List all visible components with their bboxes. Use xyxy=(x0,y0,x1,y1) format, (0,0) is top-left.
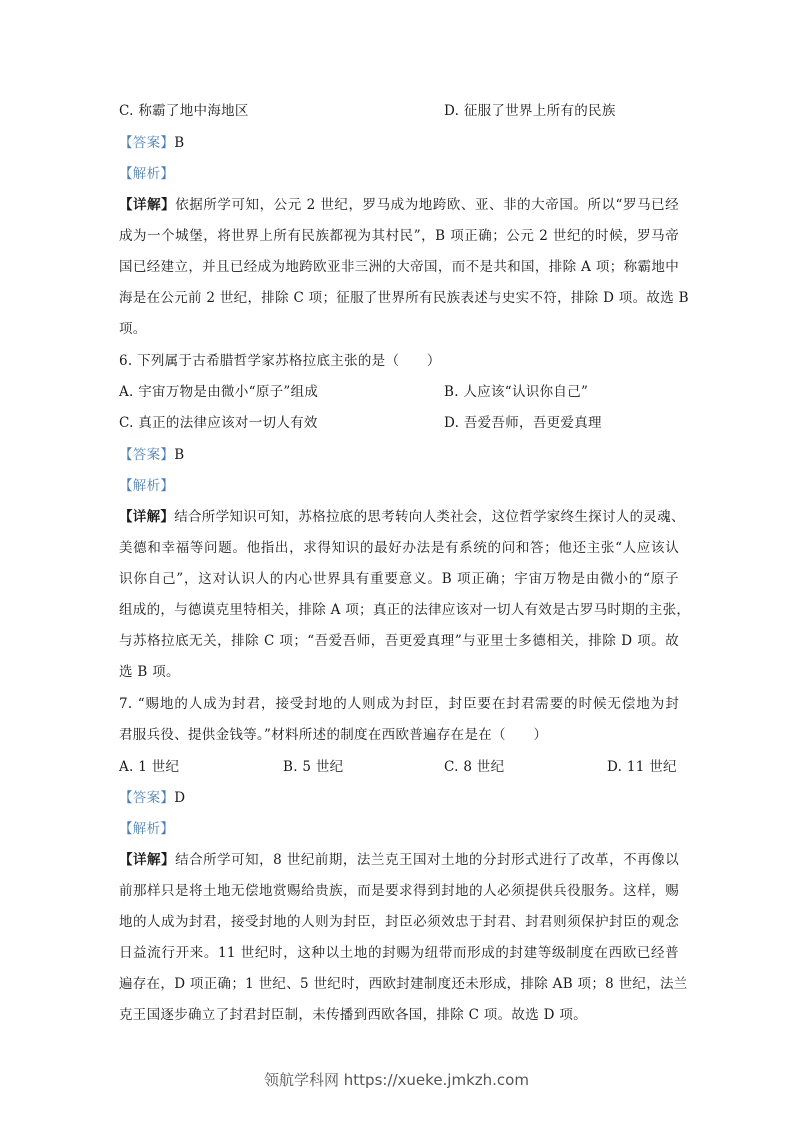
answer-label: 【答案】 xyxy=(119,135,175,151)
q6-option-c: C. 真正的法律应该对一切人有效 xyxy=(119,415,318,431)
q5-detail-line-4: 海是在公元前 2 世纪，排除 C 项；征服了世界所有民族表述与史实不符，排除 D 项。故选 B xyxy=(119,290,689,306)
footer-watermark: 领航学科网 https://xueke.jmkzh.com xyxy=(264,1071,529,1089)
q7-analysis-label xyxy=(119,820,679,838)
q5-detail-line-3: 国已经建立，并且已经成为地跨欧亚非三洲的大帝国，而不是共和国，排除 A 项；称霸地中 xyxy=(119,259,679,275)
q6-option-a: A. 宇宙万物是由微小“原子”组成 xyxy=(119,384,319,400)
answer-value: B xyxy=(174,447,185,463)
answer-value: B xyxy=(174,135,185,151)
q5-analysis-label xyxy=(119,165,679,183)
answer-label: 【答案】 xyxy=(119,447,175,463)
q7-option-b: B. 5 世纪 xyxy=(283,759,344,775)
q6-detail-line-3: 识你自己”，这对认识人的内心世界具有重要意义。B 项正确；宇宙万物是由微小的“原子 xyxy=(119,571,679,587)
q7-detail-line-5: 遍存在，D 项正确；1 世纪、5 世纪时，西欧封建制度还未形成，排除 AB 项；8 世纪，法兰 xyxy=(119,976,688,992)
analysis-label: 【解析】 xyxy=(119,166,175,182)
q6-detail-line-5: 与苏格拉底无关，排除 C 项；“吾爱吾师，吾更爱真理”与亚里士多德相关，排除 D 项。故 xyxy=(119,633,679,649)
q7-option-c: C. 8 世纪 xyxy=(444,759,505,775)
q6-answer xyxy=(119,446,679,464)
detail-text: 结合所学知识可知，苏格拉底的思考转向人类社会，这位哲学家终生探讨人的灵魂、 xyxy=(174,509,685,525)
analysis-label: 【解析】 xyxy=(119,478,175,494)
detail-text: 依据所学可知，公元 2 世纪，罗马成为地跨欧、亚、非的大帝国。所以“罗马已经 xyxy=(175,197,679,213)
q7-option-d: D. 11 世纪 xyxy=(607,759,677,775)
q5-detail-line-5: 项。 xyxy=(119,321,147,337)
q7-detail-line-3: 地的人成为封君，接受封地的人则为封臣，封臣必须效忠于封君、封君则须保护封臣的观念 xyxy=(119,914,679,930)
q5-option-c: C. 称霸了地中海地区 xyxy=(119,103,249,119)
q6-detail-line-2: 美德和幸福等问题。他指出，求得知识的最好办法是有系统的问和答；他还主张“人应该认 xyxy=(119,540,679,556)
detail-text: 结合所学可知，8 世纪前期，法兰克王国对土地的分封形式进行了改革，不再像以 xyxy=(175,852,680,868)
q6-stem: 6. 下列属于古希腊哲学家苏格拉底主张的是（ ） xyxy=(119,353,441,369)
q7-stem-line-1: 7. “赐地的人成为封君，接受封地的人则成为封臣，封臣要在封君需要的时候无偿地为封 xyxy=(119,696,679,712)
answer-label: 【答案】 xyxy=(119,790,175,806)
detail-label: 【详解】 xyxy=(119,197,176,213)
q6-option-d: D. 吾爱吾师，吾更爱真理 xyxy=(444,415,602,431)
q6-option-b: B. 人应该“认识你自己” xyxy=(444,384,589,400)
q5-detail-line-1 xyxy=(119,196,679,214)
analysis-label: 【解析】 xyxy=(119,821,175,837)
q7-stem-line-2: 君服兵役、提供金钱等。”材料所述的制度在西欧普遍存在是在（ ） xyxy=(119,727,548,743)
q6-detail-line-4: 组成的，与德谟克里特相关，排除 A 项；真正的法律应该对一切人有效是古罗马时期的主张， xyxy=(119,602,691,618)
q6-analysis-label xyxy=(119,477,679,495)
q5-answer xyxy=(119,134,679,152)
answer-value: D xyxy=(174,790,186,806)
q7-detail-line-2: 前那样只是将土地无偿地赏赐给贵族，而是要求得到封地的人必须提供兵役服务。这样，赐 xyxy=(119,883,679,899)
q7-option-a: A. 1 世纪 xyxy=(119,759,180,775)
q5-detail-line-2: 成为一个城堡，将世界上所有民族都视为其村民”，B 项正确；公元 2 世纪的时候，罗马帝 xyxy=(119,228,679,244)
q6-detail-line-6: 选 B 项。 xyxy=(119,664,180,680)
q7-detail-line-6: 克王国逐步确立了封君封臣制，未传播到西欧各国，排除 C 项。故选 D 项。 xyxy=(119,1007,587,1023)
q7-detail-line-4: 日益流行开来。11 世纪时，这种以土地的封赐为纽带而形成的封建等级制度在西欧已经普 xyxy=(119,945,679,961)
q6-detail-line-1 xyxy=(119,508,685,526)
q5-option-d: D. 征服了世界上所有的民族 xyxy=(444,103,616,119)
q7-detail-line-1 xyxy=(119,851,679,869)
q7-answer xyxy=(119,789,679,807)
detail-label: 【详解】 xyxy=(119,509,175,525)
detail-label: 【详解】 xyxy=(119,852,176,868)
